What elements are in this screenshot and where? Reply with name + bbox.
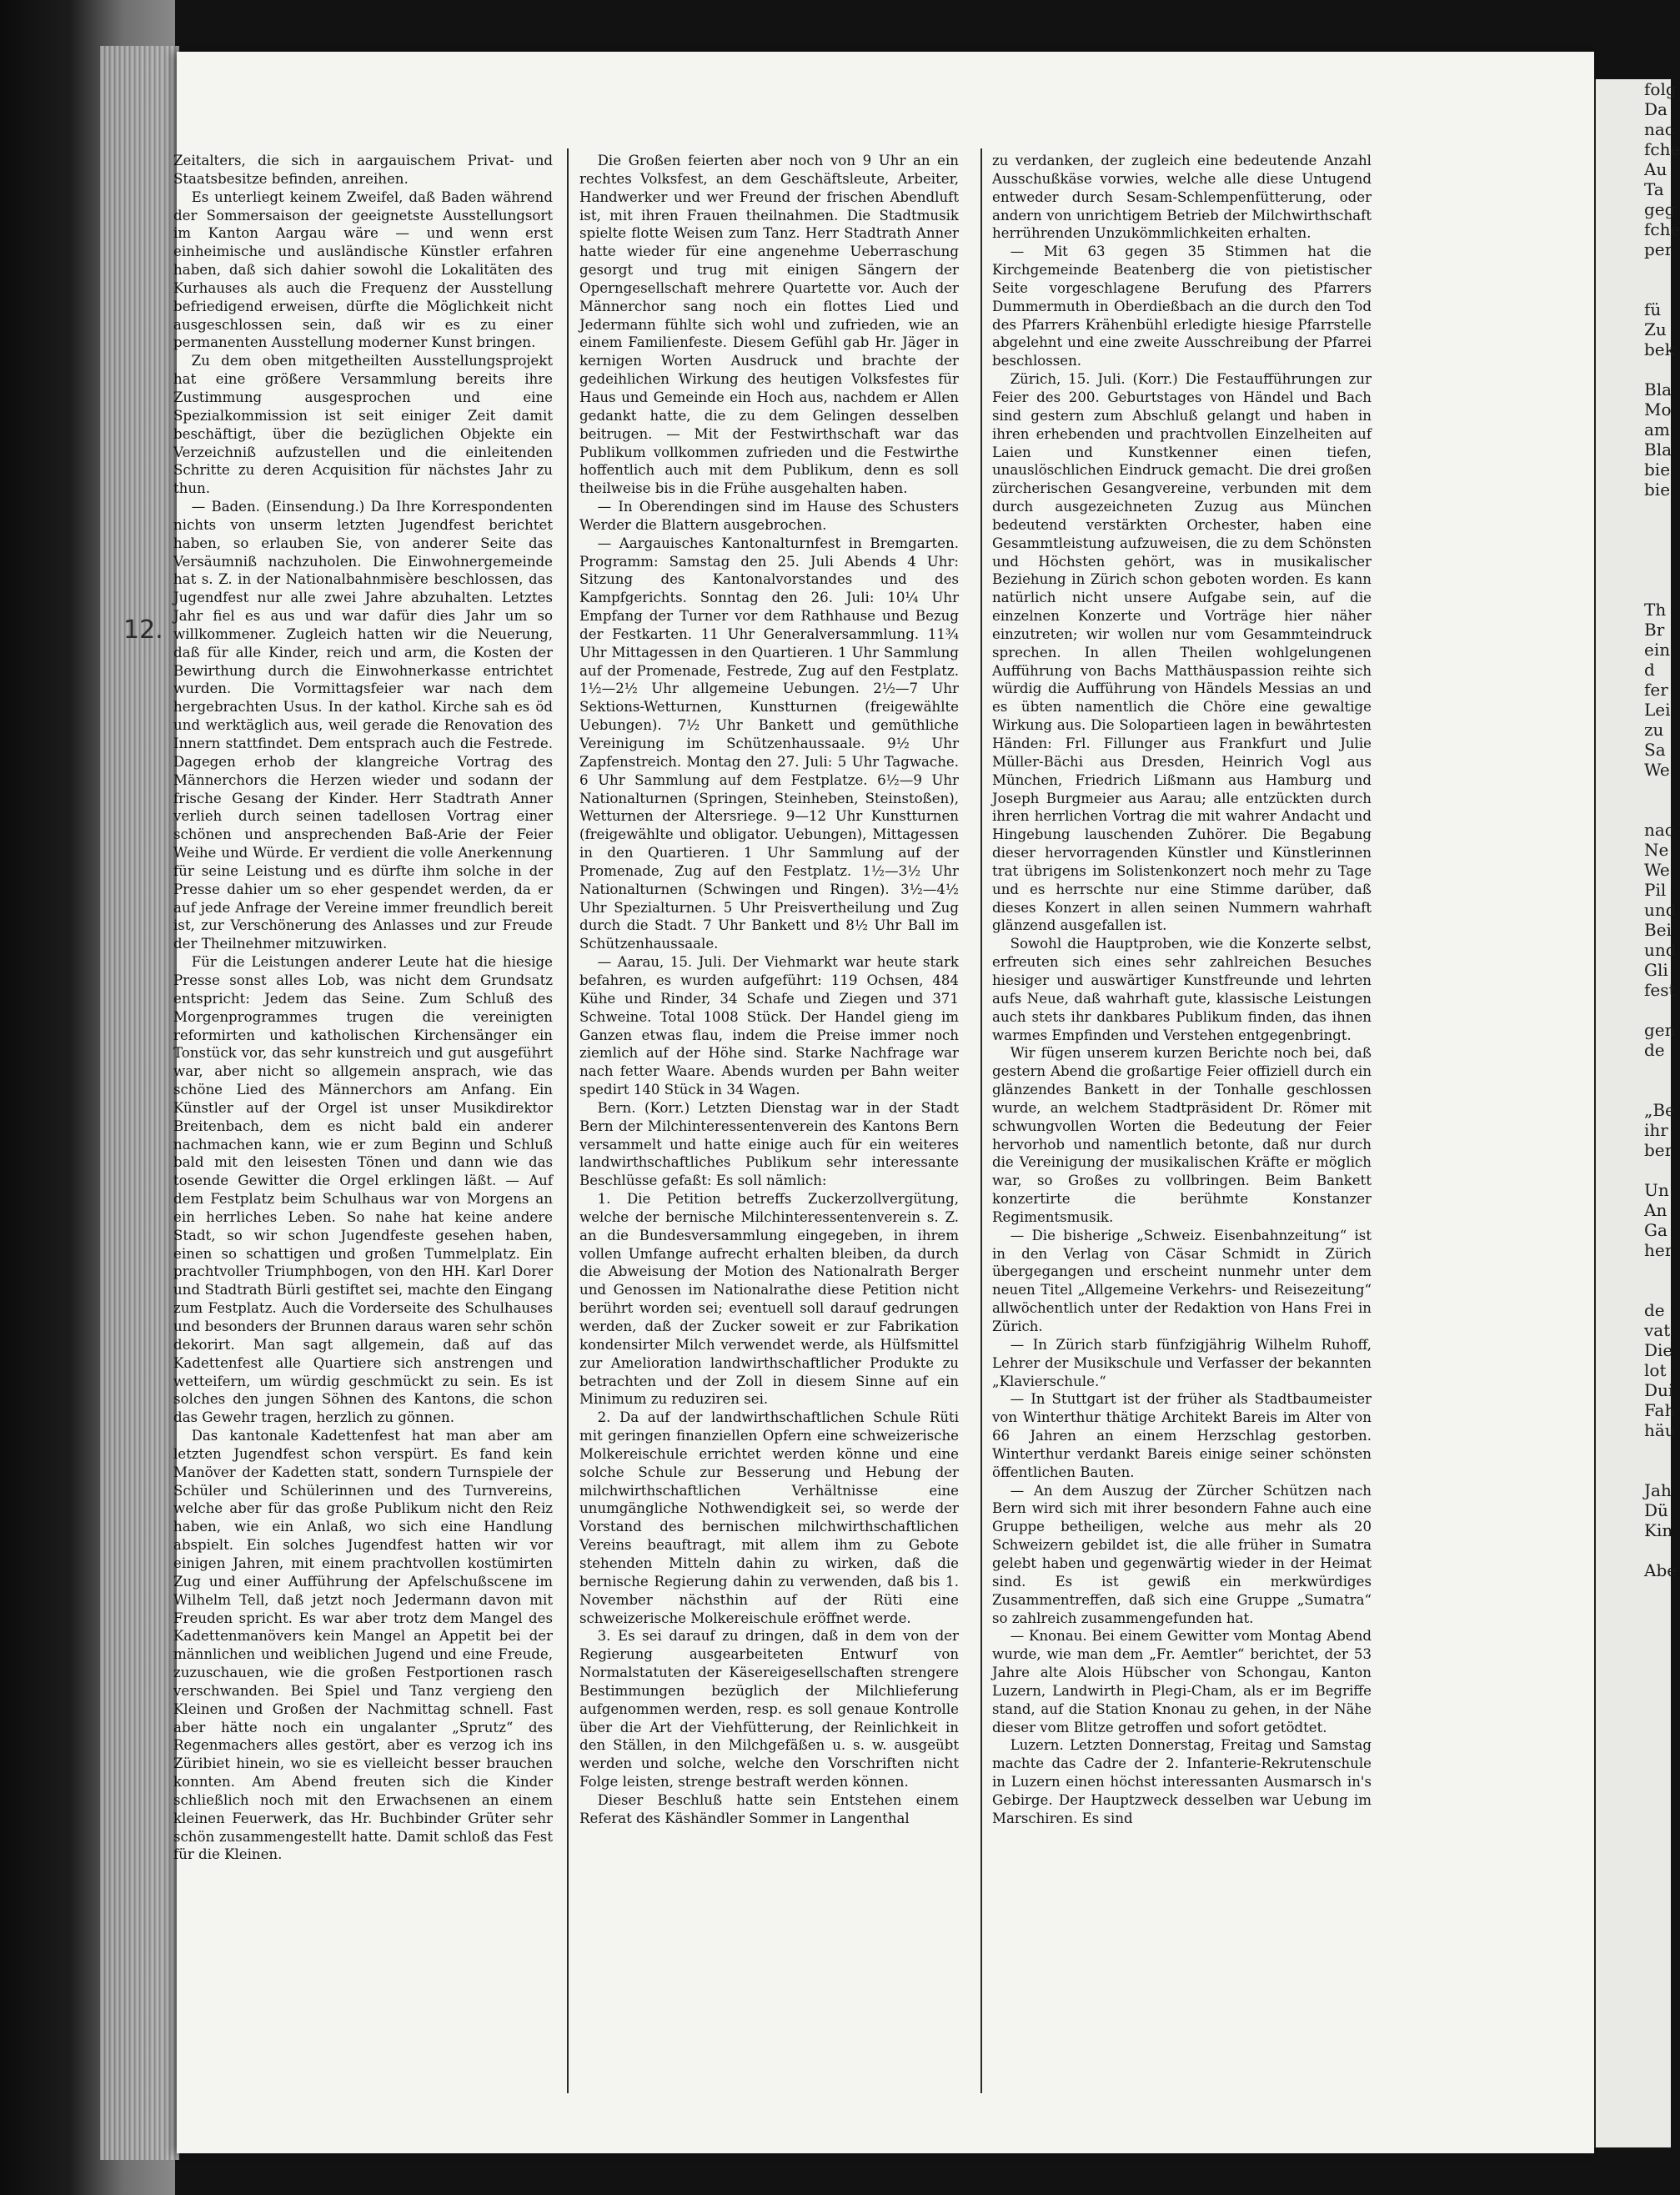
- paragraph: Dieser Beschluß hatte sein Entstehen einem Referat des Käshändler Sommer in Langenthal: [579, 1791, 959, 1826]
- adjacent-page-fragment: Ta: [1644, 179, 1664, 199]
- paragraph: — Knonau. Bei einem Gewitter vom Montag Abend wurde, wie man dem „Fr. Aemtler“ berichtet, der 53 Jahre alte Alois Hübscher von Schongau, Kanton Luzern, Landwirth in Plegi-Cham, als er im Begriffe stand, auf die Station Knonau zu gehen, in der Nähe dieser vom Blitze getroffen und sofort getödtet.: [992, 1628, 1372, 1735]
- adjacent-page-fragment: Abe: [1644, 1560, 1677, 1580]
- paragraph: — Mit 63 gegen 35 Stimmen hat die Kirchgemeinde Beatenberg die von pietistischer Seite vorgeschlagene Berufung des Pfarrers Dummermuth in Oberdießbach an die durch den Tod des Pfarrers Krähenbühl erledigte hiesige Pfarrstelle abgelehnt und eine zweite Ausschreibung der Pfarrei beschlossen.: [992, 244, 1372, 369]
- adjacent-page-fragment: Ne: [1644, 840, 1669, 860]
- adjacent-page-fragment: [1596, 1280, 1671, 1300]
- adjacent-page-fragment: lot: [1644, 1360, 1667, 1380]
- adjacent-page-fragment: [1596, 1160, 1671, 1180]
- adjacent-page-fragment: geg: [1644, 199, 1676, 219]
- adjacent-page-fragment: Br: [1644, 620, 1665, 640]
- adjacent-page-fragment: Bla: [1644, 379, 1672, 399]
- adjacent-page-fragment: [1596, 1000, 1671, 1020]
- paragraph: Bern. (Korr.) Letzten Dienstag war in der Stadt Bern der Milchinteressentenverein des Kantons Bern versammelt und hatte einige auch für ein weiteres landwirthschaftliches Publikum sehr interessante Beschlüsse gefaßt: Es soll nämlich:: [579, 1099, 959, 1189]
- adjacent-page-fragment: An: [1644, 1200, 1667, 1220]
- adjacent-page-fragment: vat: [1644, 1320, 1671, 1340]
- adjacent-page-fragment: Da: [1644, 99, 1667, 119]
- paragraph: — Aarau, 15. Juli. Der Viehmarkt war heute stark befahren, es wurden aufgeführt: 119 Ochsen, 484 Kühe und Rinder, 34 Schafe und Ziegen und 371 Schweine. Total 1008 Stück. Der Handel gieng im Ganzen etwas flau, indem die Preise immer noch ziemlich auf der Höhe sind. Starke Nachfrage war nach fetter Waare. Abends wurden per Bahn weiter spedirt 140 Stück in 34 Wagen.: [579, 954, 959, 1098]
- adjacent-page-fragment: häu: [1644, 1420, 1676, 1440]
- adjacent-page-fragment: [1596, 1080, 1671, 1100]
- adjacent-page-fragment: [1596, 1460, 1671, 1480]
- adjacent-page-fragment: Mo: [1644, 399, 1672, 419]
- paragraph: 1. Die Petition betreffs Zuckerzollvergütung, welche der bernische Milchinteressentenverein s. Z. an die Bundesversammlung eingegeben, in ihrem vollen Umfange aufrecht erhalten bleiben, da durch die Abweisung der Motion des Nationalrath Berger und Genossen im Nationalrathe diese Petition nicht berührt worden sei; eventuell soll darauf gedrungen werden, daß der Zucker soweit er zur Fabrikation kondensirter Milch verwendet werde, als Hülfsmittel zur Amelioration landwirthschaftlicher Produkte zu betrachten und der Zoll in diesem Sinne auf ein Minimum zu reduziren sei.: [579, 1191, 959, 1408]
- adjacent-page-fragment: [1596, 520, 1671, 540]
- paragraph: — In Stuttgart ist der früher als Stadtbaumeister von Winterthur thätige Architekt Bareis im Alter von 66 Jahren an einem Herzschlag gestorben. Winterthur verdankt Bareis einige seiner schönsten öffentlichen Bauten.: [992, 1391, 1372, 1480]
- adjacent-page-fragment: fche: [1644, 139, 1680, 159]
- adjacent-page-fragment: [1596, 1260, 1671, 1280]
- adjacent-page-fragment: her: [1644, 1240, 1673, 1260]
- adjacent-page-fragment: am: [1644, 419, 1670, 440]
- adjacent-page-fragment: d: [1644, 660, 1655, 680]
- adjacent-page-fragment: und: [1644, 900, 1677, 920]
- adjacent-page-fragment: [1596, 1440, 1671, 1460]
- paragraph: Sowohl die Hauptproben, wie die Konzerte selbst, erfreuten sich eines sehr zahlreichen Besuches hiesiger und auswärtiger Kunstfreunde und lehrten aufs Neue, daß wahrhaft gute, klassische Leistungen auch stets ihr dankbares Publikum finden, das ihnen warmes Empfinden und Verstehen entgegenbringt.: [992, 936, 1372, 1043]
- paragraph: Zürich, 15. Juli. (Korr.) Die Festaufführungen zur Feier des 200. Geburtstages von Händel und Bach sind gestern zum Abschluß gelangt und haben in ihren erhebenden und prachtvollen Einzelheiten auf Laien und Kunstkenner einen tiefen, unauslöschlichen Eindruck gemacht. Die drei großen zürcherischen Gesangvereine, verbunden mit dem durch ausgezeichneten Zuzug aus München bedeutend verstärkten Orchester, haben eine Gesammtleistung aufzuweisen, die zu dem Schönsten und Höchsten gehört, was in musikalischer Beziehung in Zürich schon geboten worden. Es kann natürlich nicht unsere Aufgabe sein, auf die einzelnen Konzerte und Vorträge hier näher einzutreten; wir wollen nur vom Gesammteindruck sprechen. In allen Theilen wohlgelungenen Aufführung von Bachs Matthäuspassion reihte sich würdig die Aufführung von Händels Messias an und es übten namentlich die Chöre eine gewaltige Wirkung aus. Die Solopartieen lagen in bewährtesten Händen: Frl. Fillunger aus Frankfurt und Julie Müller-Bächi aus Dresden, Heinrich Vogl aus München, Friedrich Lißmann aus Hamburg und Joseph Burgmeier aus Aarau; alle entzückten durch ihren herrlichen Vortrag die mit wahrer Andacht und Hingebung lauschenden Zuhörer. Die Begabung dieser hervorragenden Künstler und Künstlerinnen trat übrigens im Solistenkonzert noch mehr zu Tage und es herrschte nur eine Stimme darüber, daß dieses Konzert in allen seinen Nummern wahrhaft glänzend ausgefallen ist.: [992, 371, 1372, 934]
- adjacent-page-fragment: ihr: [1644, 1120, 1668, 1140]
- paragraph: — In Zürich starb fünfzigjährig Wilhelm Ruhoff, Lehrer der Musikschule und Verfasser der bekannten „Klavierschule.“: [992, 1336, 1372, 1389]
- adjacent-page-fragment: [1596, 359, 1671, 379]
- paragraph: 2. Da auf der landwirthschaftlichen Schule Rüti mit geringen finanziellen Opfern eine schweizerische Molkereischule errichtet werden könne und eine solche Schule zur Besserung und Hebung der milchwirthschaftlichen Verhältnisse eine unumgängliche Nothwendigkeit sei, so werde der Vorstand des bernischen milchwirthschaftlichen Vereins beauftragt, mit allem ihm zu Gebote stehenden Mitteln dahin zu wirken, daß die bernische Regierung dahin zu verwenden, daß bis 1. November nächsthin auf der Rüti eine schweizerische Molkereischule eröffnet werde.: [579, 1409, 959, 1626]
- adjacent-page-fragment: Bla: [1644, 440, 1672, 460]
- adjacent-page-fragment: [1596, 1060, 1671, 1080]
- paragraph: Die Großen feierten aber noch von 9 Uhr an ein rechtes Volksfest, an dem Geschäftsleute, Arbeiter, Handwerker und wer Freund der frischen Abendluft ist, mit ihren Frauen theilnahmen. Die Stadtmusik spielte flotte Weisen zum Tanz. Herr Stadtrath Anner hatte wieder für eine angenehme Ueberraschung gesorgt und trug mit einigen Sängern der Operngesellschaft mehrere Quartette vor. Auch der Männerchor sang noch ein flottes Lied und Jedermann fühlte sich wohl und zufrieden, wie an einem Familienfeste. Diesem Gefühl gab Hr. Jäger in kernigen Worten Ausdruck und brachte der gedeihlichen Wirkung des heutigen Volksfestes für Haus und Gemeinde ein Hoch aus, nachdem er Allen gedankt hatte, die zu dem Gelingen desselben beitrugen. — Mit der Festwirthschaft war das Publikum vollkommen zufrieden und die Festwirthe hoffentlich auch mit dem Publikum, denn es soll theilweise bis in die Frühe ausgehalten haben.: [579, 153, 959, 497]
- adjacent-page-fragment: nac: [1644, 820, 1675, 840]
- paragraph: 3. Es sei darauf zu dringen, daß in dem von der Regierung ausgearbeiteten Entwurf von Normalstatuten der Käsereigesellschaften strengere Bestimmungen bezüglich der Milchlieferung aufgenommen werden, resp. es soll genaue Kontrolle über die Art der Viehfütterung, der Reinlichkeit in den Ställen, in den Milchgefäßen u. s. w. ausgeübt werden und solche, welche den Vorschriften nicht Folge leisten, strenge bestraft werden können.: [579, 1628, 959, 1791]
- adjacent-page-fragment: Jah: [1644, 1480, 1672, 1500]
- paragraph: — In Oberendingen sind im Hause des Schusters Werder die Blattern ausgebrochen.: [579, 499, 959, 533]
- paragraph: Luzern. Letzten Donnerstag, Freitag und Samstag machte das Cadre der 2. Infanterie-Rekrutenschule in Luzern einen höchst interessanten Ausmarsch in's Gebirge. Der Hauptzweck desselben war Uebung im Marschiren. Es sind: [992, 1737, 1372, 1826]
- paragraph: — Aargauisches Kantonalturnfest in Bremgarten. Programm: Samstag den 25. Juli Abends 4 Uhr: Sitzung des Kantonalvorstandes und des Kampfgerichts. Sonntag den 26. Juli: 10¼ Uhr Empfang der Turner vor dem Rathhause und Bezug der Festkarten. 11 Uhr Generalversammlung. 11¾ Uhr Mittagessen in den Quartieren. 1 Uhr Sammlung auf der Promenade, Festrede, Zug auf den Festplatz. 1½—2½ Uhr allgemeine Uebungen. 2½—7 Uhr Sektions-Wetturnen, Kunstturnen (freigewählte Uebungen). 7½ Uhr Bankett und gemüthliche Vereinigung im Schützenhaussaale. 9½ Uhr Zapfenstreich. Montag den 27. Juli: 5 Uhr Tagwache. 6 Uhr Sammlung auf dem Festplatze. 6½—9 Uhr Nationalturnen (Springen, Steinheben, Steinstoßen), Wetturnen der Altersriege. 9—12 Uhr Kunstturnen (freigewählte und obligator. Uebungen), Mittagessen in den Quartieren. 1 Uhr Sammlung auf der Promenade, Zug auf den Festplatz. 1½—3½ Uhr Nationalturnen (Schwingen und Ringen). 3½—4½ Uhr Spezialturnen. 5 Uhr Preisvertheilung und Zug durch die Stadt. 7 Uhr Bankett und 8½ Uhr Ball im Schützenhaussaale.: [579, 535, 959, 952]
- adjacent-page-fragment: Kin: [1644, 1520, 1673, 1540]
- text-column-1: [173, 152, 553, 1864]
- adjacent-page-fragment: fche: [1644, 219, 1680, 239]
- adjacent-page-fragment: ber: [1644, 1140, 1673, 1160]
- adjacent-page-fragment: [1596, 259, 1671, 279]
- adjacent-page-fragment: Au: [1644, 159, 1667, 179]
- paragraph: Es unterliegt keinem Zweifel, daß Baden während der Sommersaison der geeignetste Ausstellungsort im Kanton Aargau wäre — und wenn erst einheimische und ausländische Künstler erfahren haben, daß sich dahier sowohl die Lokalitäten des Kurhauses als auch die Frequenz der Ausstellung befriedigend erweisen, dürfte die Möglichkeit nicht ausgeschlossen sein, daß wir es zu einer permanenten Ausstellung moderner Kunst bringen.: [173, 188, 553, 351]
- text-column-2: [579, 152, 959, 1828]
- adjacent-page-fragment: [1596, 800, 1671, 820]
- adjacent-page-fragment: Pil: [1644, 880, 1667, 900]
- adjacent-page-fragment: Lei: [1644, 700, 1671, 720]
- paragraph: Wir fügen unserem kurzen Berichte noch bei, daß gestern Abend die großartige Feier offiziell durch ein glänzendes Bankett in der Tonhalle geschlossen wurde, an welchem Stadtpräsident Dr. Römer mit schwungvollen Worten die Bedeutung der Feier hervorhob und namentlich betonte, daß nur durch die Vereinigung der musikalischen Kräfte er möglich war, so Großes zu vollbringen. Beim Bankett konzertirte die berühmte Konstanzer Regimentsmusik.: [992, 1045, 1372, 1225]
- adjacent-page-fragment: bie: [1644, 460, 1671, 480]
- adjacent-page-fragment: Sa: [1644, 740, 1666, 760]
- adjacent-page-fragment: folg: [1644, 79, 1677, 99]
- adjacent-page-fragment: de: [1644, 1040, 1665, 1060]
- adjacent-page-fragment: Un: [1644, 1180, 1669, 1200]
- adjacent-page-fragment: „Be: [1644, 1100, 1675, 1120]
- adjacent-page-fragment: [1596, 1540, 1671, 1560]
- page-edges: [100, 46, 179, 2160]
- column-rule-1: [567, 148, 569, 2093]
- adjacent-page-fragment: gen: [1644, 1020, 1676, 1040]
- paragraph: — An dem Auszug der Zürcher Schützen nach Bern wird sich mit ihrer besondern Fahne auch eine Gruppe betheiligen, welche aus mehr als 20 Schweizern gebildet ist, die alle früher in Sumatra gelebt haben und gegenwärtig wieder in der Heimat sind. Es ist gewiß ein merkwürdiges Zusammentreffen, daß sich eine Gruppe „Sumatra“ so zahlreich zusammengefunden hat.: [992, 1482, 1372, 1626]
- paragraph: Für die Leistungen anderer Leute hat die hiesige Presse sonst alles Lob, was nicht dem Grundsatz entspricht: Jedem das Seine. Zum Schluß des Morgenprogrammes trugen die vereinigten reformirten und katholischen Kirchensänger ein Tonstück vor, das sehr kunstreich und gut ausgeführt war, aber nicht so allgemein ansprach, wie das schöne Lied des Männerchors am Anfang. Ein Künstler auf der Orgel ist unser Musikdirektor Breitenbach, dem es nicht bald ein anderer nachmachen kann, wie er zum Beginn und Schluß bald mit den leisesten Tönen und dann wie das tosende Gewitter die Orgel erklingen läßt. — Auf dem Festplatz beim Schulhaus war von Morgens an ein herrliches Leben. So nahe hat keine andere Stadt, so wir schon Jugendfeste gesehen haben, einen so schattigen und großen Tummelplatz. Ein prachtvoller Triumphbogen, von den HH. Karl Dorer und Stadtrath Bürli gestiftet sei, machte den Eingang zum Festplatz. Auch die Vorderseite des Schulhauses und besonders der Brunnen daraus waren sehr schön dekorirt. Man sagt allgemein, daß auf das Kadettenfest alle Quartiere sich anstrengen und wetteifern, um würdig geschmückt zu sein. Es ist solches den jungen Söhnen des Kantons, die schon das Gewehr tragen, herzlich zu gönnen.: [173, 954, 553, 1426]
- adjacent-page-fragment: fest: [1644, 980, 1676, 1000]
- adjacent-page-fragment: de: [1644, 1300, 1665, 1320]
- adjacent-page-fragment: Dui: [1644, 1380, 1674, 1400]
- adjacent-page-fragment: nac: [1644, 119, 1675, 139]
- adjacent-page-fragment: We: [1644, 760, 1670, 780]
- adjacent-page-fragment: Ga: [1644, 1220, 1667, 1240]
- paragraph: Das kantonale Kadettenfest hat man aber am letzten Jugendfest schon verspürt. Es fand kein Manöver der Kadetten statt, sondern Turnspiele der Schüler und Schülerinnen und des Turnvereins, welche aber für das große Publikum nicht den Reiz haben, wie ein Anlaß, wo sich eine Handlung abspielt. Ein solches Jugendfest hatten wir vor einigen Jahren, mit einem prachtvollen kostümirten Zug und einer Aufführung der Apfelschußscene im Wilhelm Tell, daß jetzt noch Jedermann davon mit Freuden spricht. Es war aber trotz dem Mangel des Kadettenmanövers kein Mangel an Appetit bei der männlichen und weiblichen Jugend und eine Freude, zuzuschauen, wie die großen Festportionen rasch verschwanden. Bei Spiel und Tanz vergieng den Kleinen und Großen der Nachmittag schnell. Fast aber hätte noch ein ungalanter „Sprutz“ des Regenmachers alles gestört, aber es verzog ich ins Züribiet hinein, wo sie es vielleicht besser brauchen konnten. Am Abend freuten sich die Kinder schließlich noch mit den Erwachsenen an einem kleinen Feuerwerk, das Hr. Buchbinder Grüter sehr schön zusammengestellt hatte. Damit schloß das Fest für die Kleinen.: [173, 1428, 553, 1863]
- adjacent-page-fragment: [1596, 279, 1671, 299]
- adjacent-page-fragment: bie: [1644, 480, 1671, 500]
- adjacent-page-fragment: per: [1644, 239, 1673, 259]
- adjacent-page-fragment: Fah: [1644, 1400, 1676, 1420]
- adjacent-page-fragment: [1596, 540, 1671, 560]
- adjacent-page-fragment: [1596, 500, 1671, 520]
- adjacent-page-fragment: Die: [1644, 1340, 1673, 1360]
- adjacent-page-fragment: Dü: [1644, 1500, 1668, 1520]
- paragraph: — Baden. (Einsendung.) Da Ihre Korrespondenten nichts von unserm letzten Jugendfest berichtet haben, so erlauben Sie, von anderer Seite das Versäumniß nachzuholen. Die Einwohnergemeinde hat s. Z. in der Nationalbahnmisère beschlossen, das Jugendfest nur alle zwei Jahre abzuhalten. Letztes Jahr fiel es aus und war dafür dies Jahr um so willkommener. Zugleich hatten wir die Neuerung, daß für alle Kinder, reich und arm, die Kosten der Bewirthung durch die Einwohnerkasse entrichtet wurden. Die Vormittagsfeier war nach dem hergebrachten Usus. In der kathol. Kirche sah es öd und werktäglich aus, weil gerade die Renovation des Innern stattfindet. Dem entsprach auch die Festrede. Dagegen erhob der klangreiche Vortrag des Männerchors die Herzen wieder und sodann der frische Gesang der Kinder. Herr Stadtrath Anner verlieh durch seinen tadellosen Vortrag einer schönen und ansprechenden Baß-Arie der Feier Weihe und Würde. Er verdient die volle Anerkennung für seine Leistung und es dürfte ihm solche in der Presse dahier um so eher gespendet werden, da er auf jede Anfrage der Vereine immer freundlich bereit ist, zur Verschönerung des Anlasses und zur Freude der Theilnehmer mitzuwirken.: [173, 499, 553, 952]
- adjacent-page-fragment: ein: [1644, 640, 1671, 660]
- text-column-3: [992, 152, 1372, 1828]
- adjacent-page-fragment: [1596, 580, 1671, 600]
- margin-note: 12.: [123, 615, 163, 645]
- adjacent-page-fragment: Th: [1644, 600, 1667, 620]
- paragraph: Zeitalters, die sich in aargauischem Privat- und Staatsbesitze befinden, anreihen.: [173, 153, 553, 187]
- adjacent-page-fragment: fü: [1644, 299, 1662, 319]
- column-rule-2: [980, 148, 982, 2093]
- adjacent-page-fragment: [1596, 560, 1671, 580]
- paragraph: — Die bisherige „Schweiz. Eisenbahnzeitung“ ist in den Verlag von Cäsar Schmidt in Zürich übergegangen und erscheint nunmehr unter dem neuen Titel „Allgemeine Verkehrs- und Reisezeitung“ allwöchentlich unter der Redaktion von Hans Frei in Zürich.: [992, 1227, 1372, 1334]
- paragraph: zu verdanken, der zugleich eine bedeutende Anzahl Ausschußkäse vorwies, welche alle diese Untugend entweder durch Sesam-Schlempenfütterung, oder andern von unrichtigem Betrieb der Milchwirthschaft herrührenden Unzukömmlichkeiten erhalten.: [992, 153, 1372, 242]
- adjacent-page-fragment: We: [1644, 860, 1670, 880]
- adjacent-page-edge: [1594, 79, 1680, 2147]
- adjacent-page-fragment: bek: [1644, 339, 1675, 359]
- adjacent-page-fragment: Bei: [1644, 920, 1672, 940]
- adjacent-page-fragment: [1596, 780, 1671, 800]
- adjacent-page-fragment: fer: [1644, 680, 1668, 700]
- adjacent-page-fragment: zu: [1644, 720, 1664, 740]
- adjacent-page-fragment: und: [1644, 940, 1677, 960]
- adjacent-page-fragment: Zu: [1644, 319, 1667, 339]
- adjacent-page-fragment: Gli: [1644, 960, 1668, 980]
- paragraph: Zu dem oben mitgetheilten Ausstellungsprojekt hat eine größere Versammlung bereits ihre Zustimmung ausgesprochen und eine Spezialkommission ist seit einiger Zeit damit beschäftigt, über die bezüglichen Objekte ein Verzeichniß aufzustellen und die einleitenden Schritte zu deren Acquisition für nächstes Jahr zu thun.: [173, 353, 553, 497]
